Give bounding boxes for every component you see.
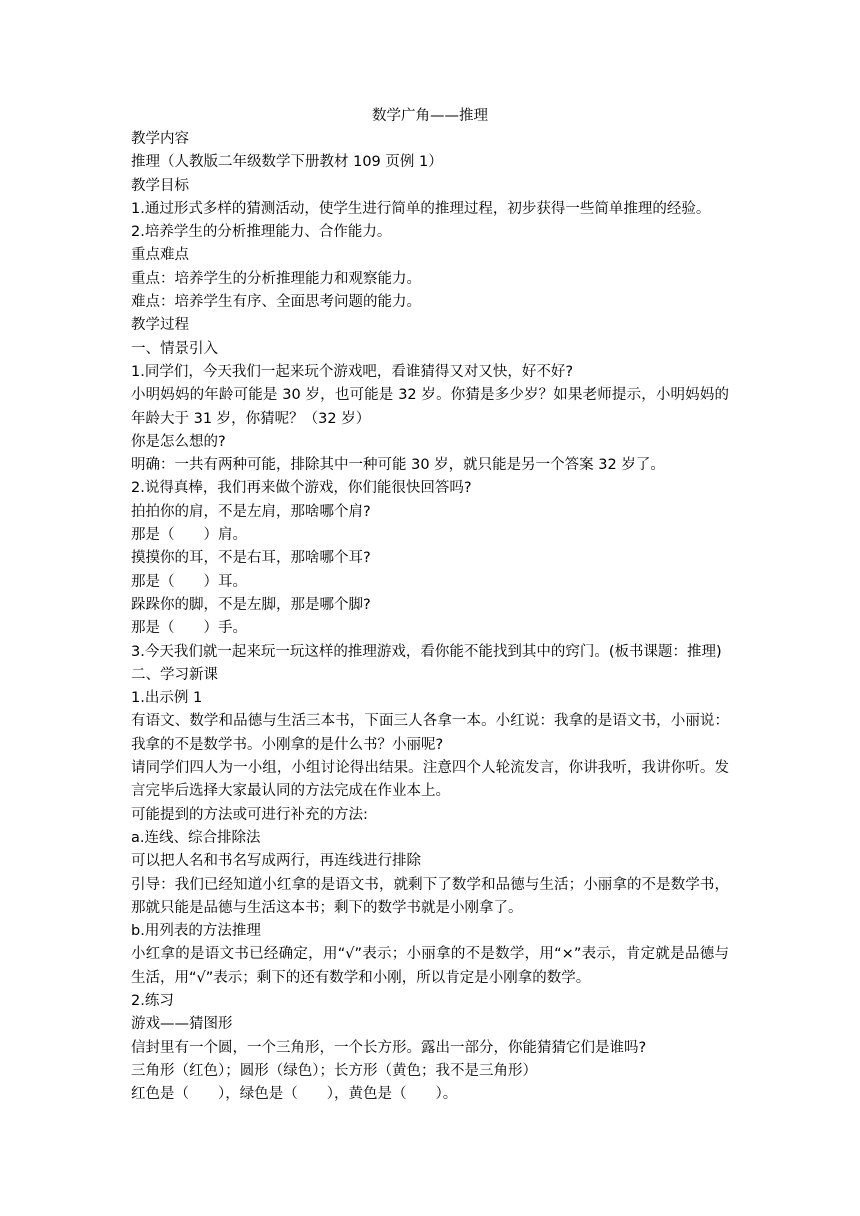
- paragraph: 3.今天我们就一起来玩一玩这样的推理游戏，看你能不能找到其中的窍门。(板书课题：推理): [131, 643, 722, 660]
- section-heading-goals: 教学目标: [131, 177, 189, 194]
- section-heading-content: 教学内容: [131, 131, 189, 147]
- paragraph: 可以把人名和书名写成两行，再连线进行排除: [131, 853, 421, 870]
- method-heading-a: a.连线、综合排除法: [131, 829, 261, 846]
- paragraph: 小明妈妈的年龄可能是 30 岁，也可能是 32 岁。你猜是多少岁？如果老师提示，小明妈妈的年龄大于 31 岁，你猜呢？（32 岁）: [131, 387, 729, 427]
- paragraph: 那是（ ）肩。: [131, 527, 247, 544]
- paragraph: 红色是（ ），绿色是（ ），黄色是（ ）。: [131, 1086, 458, 1103]
- method-heading-b: b.用列表的方法推理: [131, 923, 261, 940]
- section-heading-process: 教学过程: [131, 317, 189, 334]
- paragraph: 信封里有一个圆，一个三角形，一个长方形。露出一部分，你能猜猜它们是谁吗?: [131, 1039, 647, 1056]
- paragraph: 你是怎么想的?: [131, 433, 226, 450]
- paragraph: 三角形（红色）；圆形（绿色）；长方形（黄色；我不是三角形）: [131, 1062, 537, 1079]
- paragraph: 1.出示例 1: [131, 690, 203, 707]
- paragraph: 请同学们四人为一小组，小组讨论得出结果。注意四个人轮流发言，你讲我听，我讲你听。发言完毕后选择大家最认同的方法完成在作业本上。: [131, 760, 729, 800]
- paragraph: 可能提到的方法或可进行补充的方法:: [131, 806, 368, 823]
- paragraph: 摸摸你的耳，不是右耳，那啥哪个耳?: [131, 550, 371, 567]
- paragraph: 引导：我们已经知道小红拿的是语文书，就剩下了数学和品德与生活；小丽拿的不是数学书，那就只能是品德与生活这本书；剩下的数学书就是小刚拿了。: [131, 876, 729, 916]
- paragraph: 那是（ ）耳。: [131, 573, 247, 590]
- paragraph: 拍拍你的肩，不是左肩，那啥哪个肩?: [131, 503, 371, 520]
- paragraph: 有语文、数学和品德与生活三本书，下面三人各拿一本。小红说：我拿的是语文书，小丽说：我拿的不是数学书。小刚拿的是什么书？小丽呢?: [131, 713, 729, 753]
- subsection-heading-new-lesson: 二、学习新课: [131, 666, 218, 683]
- paragraph: 1.通过形式多样的猜测活动，使学生进行简单的推理过程，初步获得一些简单推理的经验。: [131, 200, 711, 217]
- paragraph: 跺跺你的脚，不是左脚，那是哪个脚?: [131, 596, 371, 613]
- paragraph: 难点：培养学生有序、全面思考问题的能力。: [131, 294, 421, 311]
- paragraph: 那是（ ）手。: [131, 620, 247, 637]
- paragraph: 推理（人教版二年级数学下册教材 109 页例 1）: [131, 154, 443, 171]
- paragraph: 游戏——猜图形: [131, 1016, 233, 1033]
- paragraph: 2.说得真棒，我们再来做个游戏，你们能很快回答吗?: [131, 480, 472, 497]
- section-heading-key-points: 重点难点: [131, 247, 189, 264]
- paragraph: 重点：培养学生的分析推理能力和观察能力。: [131, 270, 421, 287]
- document-title: 数学广角——推理: [372, 108, 488, 124]
- document-body: [131, 128, 729, 1106]
- paragraph: 1.同学们，今天我们一起来玩个游戏吧，看谁猜得又对又快，好不好?: [131, 363, 574, 380]
- paragraph: 2.培养学生的分析推理能力、合作能力。: [131, 224, 392, 241]
- paragraph: 明确：一共有两种可能，排除其中一种可能 30 岁，就只能是另一个答案 32 岁了。: [131, 457, 665, 474]
- paragraph: 小红拿的是语文书已经确定，用“√”表示；小丽拿的不是数学，用“×”表示，肯定就是品德与生活，用“√”表示；剩下的还有数学和小刚，所以肯定是小刚拿的数学。: [131, 946, 729, 986]
- subsection-heading-intro: 一、情景引入: [131, 340, 218, 357]
- paragraph: 2.练习: [131, 992, 174, 1009]
